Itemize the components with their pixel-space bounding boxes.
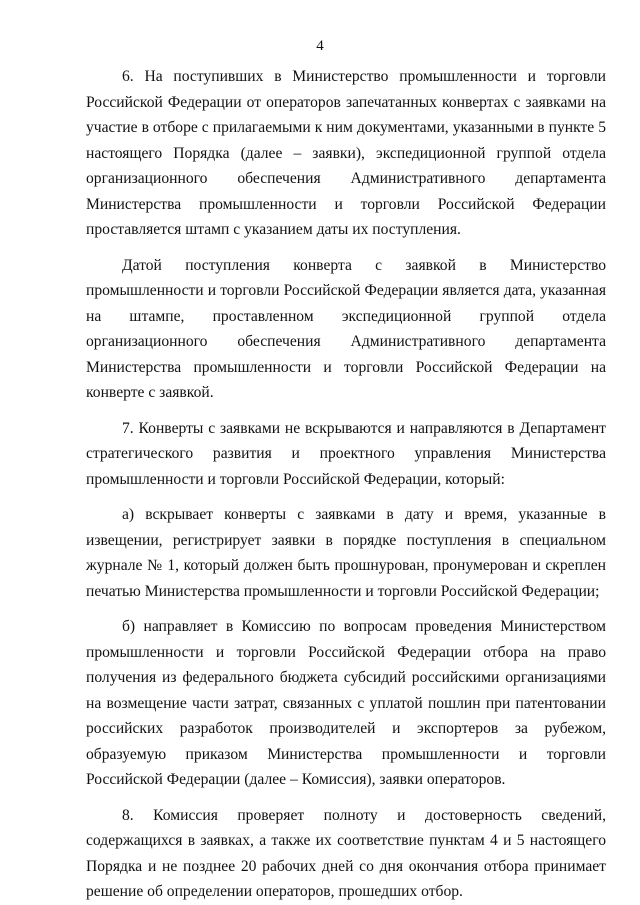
paragraph-6-date: Датой поступления конверта с заявкой в Министерство промышленности и торговли Российской Федерации является дата, указанная на штампе, проставленном экспедиционной группой отдела организационного обеспечения Административного департамента Министерства промышленности и торговли Российской Федерации на конверте с заявкой. xyxy=(86,256,606,401)
paragraph-8: 8. Комиссия проверяет полноту и достоверность сведений, содержащихся в заявках, а также их соответствие пунктам 4 и 5 настоящего Порядка и не позднее 20 рабочих дней со дня окончания отбора принимает решение об определении операторов, прошедших отбор. xyxy=(86,806,606,900)
paragraph-7b: б) направляет в Комиссию по вопросам проведения Министерством промышленности и торговли Российской Федерации отбора на право получения из федерального бюджета субсидий российскими организациями на возмещение части затрат, связанных с уплатой пошлин при патентовании российских разработок производителей и экспортеров за рубежом, образуемую приказом Министерства промышленности и торговли Российской Федерации (далее – Комиссия), заявки операторов. xyxy=(86,618,606,788)
paragraph-6: 6. На поступивших в Министерство промышленности и торговли Российской Федерации от операторов запечатанных конвертах с заявками на участие в отборе с прилагаемыми к ним документами, указанными в пункте 5 настоящего Порядка (далее – заявки), экспедиционной группой отдела организационного обеспечения Административного департамента Министерства промышленности и торговли Российской Федерации проставляется штамп с указанием даты их поступления. xyxy=(86,68,606,238)
document-body xyxy=(86,64,606,905)
paragraph-7a: а) вскрывает конверты с заявками в дату и время, указанные в извещении, регистрирует заявки в порядке поступления в специальном журнале № 1, который должен быть прошнурован, пронумерован и скреплен печатью Министерства промышленности и торговли Российской Федерации; xyxy=(86,506,606,600)
paragraph-7: 7. Конверты с заявками не вскрываются и направляются в Департамент стратегического развития и проектного управления Министерства промышленности и торговли Российской Федерации, который: xyxy=(86,419,606,488)
page-number: 4 xyxy=(316,38,324,54)
